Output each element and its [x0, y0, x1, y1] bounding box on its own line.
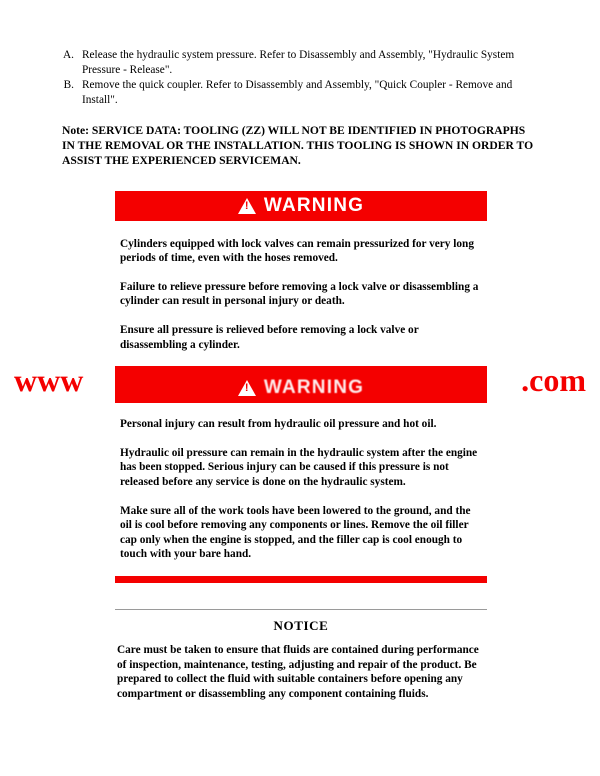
watermark-right: .com	[521, 362, 586, 398]
warning-1-body	[62, 237, 540, 353]
warning-banner-1	[115, 191, 487, 221]
notice-body	[115, 643, 487, 701]
warning-2-body	[62, 417, 540, 562]
warning-paragraph: Make sure all of the work tools have been lowered to the ground, and the oil is cool before removing any components or lines. Remove the oil filler cap only when the engine is stopped, and the filler cap is cool enough to touch with your bare hand.	[120, 504, 471, 561]
lettered-step-list	[62, 48, 540, 107]
list-item	[62, 78, 540, 107]
list-item-marker: A.	[63, 49, 74, 61]
notice-paragraph: Care must be taken to ensure that fluids are contained during performance of inspection, maintenance, testing, adjusting and repair of the product. Be prepared to collect the fluid with suitable containers before opening any compartment or disassembling any component containing fluids.	[117, 643, 479, 700]
warning-paragraph: Cylinders equipped with lock valves can remain pressurized for very long periods of time, even with the hoses removed.	[120, 237, 474, 265]
list-item	[62, 48, 540, 77]
warning-triangle-icon	[238, 380, 256, 396]
service-data-note: Note: SERVICE DATA: TOOLING (ZZ) WILL NOT BE IDENTIFIED IN PHOTOGRAPHS IN THE REMOVAL OR THE INSTALLATION. THIS TOOLING IS SHOWN IN ORDER TO ASSIST THE EXPERIENCED SERVICEMAN.	[62, 124, 534, 168]
warning-banner-label: WARNING	[263, 377, 365, 399]
warning-paragraph: Personal injury can result from hydraulic oil pressure and hot oil.	[120, 418, 437, 431]
notice-top-rule	[115, 609, 487, 610]
list-item-text: Release the hydraulic system pressure. Refer to Disassembly and Assembly, "Hydraulic System Pressure - Release".	[82, 49, 515, 76]
watermark-left: www	[14, 362, 84, 398]
notice-title: NOTICE	[273, 617, 329, 633]
warning-1-bottom-rule	[115, 366, 487, 373]
notice-block	[115, 609, 487, 701]
warning-paragraph: Hydraulic oil pressure can remain in the hydraulic system after the engine has been stopped. Serious injury can be caused if this pressure is not released before any service is done on the hydraulic system.	[120, 446, 478, 488]
list-item-text: Remove the quick coupler. Refer to Disassembly and Assembly, "Quick Coupler - Remove and Install".	[82, 79, 513, 106]
warning-banner-2	[115, 373, 487, 403]
warning-2-bottom-rule	[115, 576, 487, 583]
list-item-marker: B.	[63, 79, 74, 91]
warning-banner-label: WARNING	[263, 194, 365, 216]
warning-paragraph: Ensure all pressure is relieved before removing a lock valve or disassembling a cylinder.	[120, 323, 419, 351]
warning-triangle-icon	[238, 198, 256, 214]
warning-paragraph: Failure to relieve pressure before removing a lock valve or disassembling a cylinder can result in personal injury or death.	[120, 280, 479, 308]
